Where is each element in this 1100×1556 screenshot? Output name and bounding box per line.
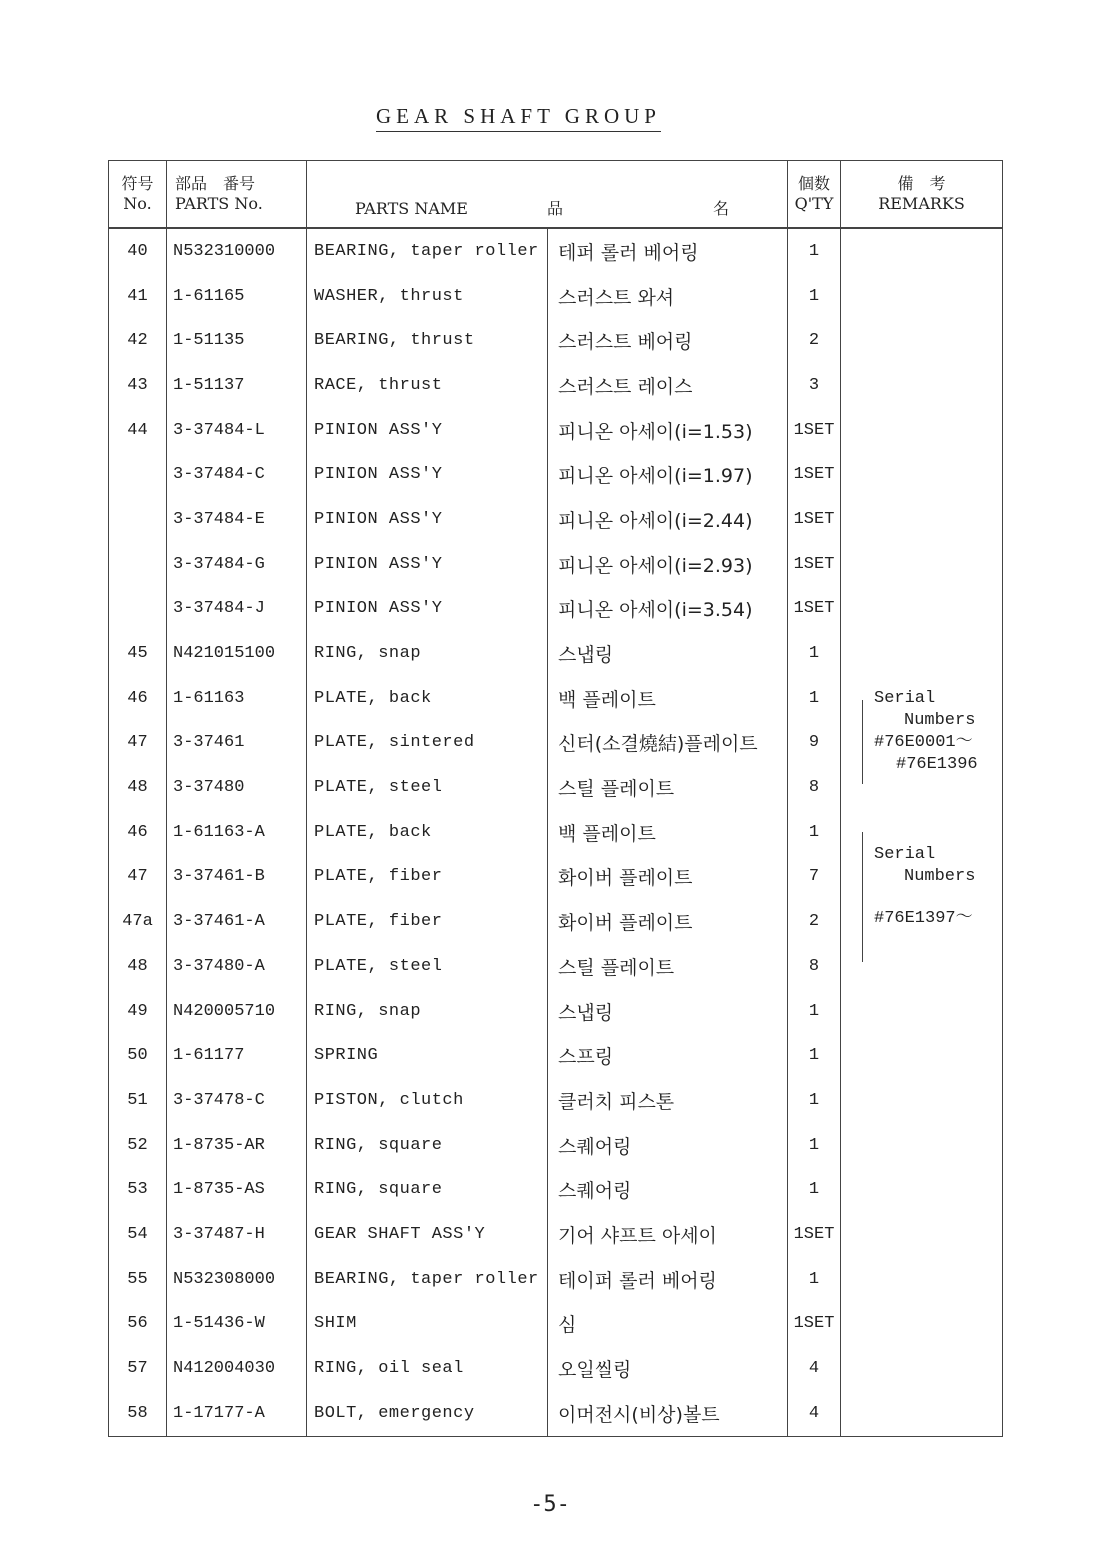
table-row: [109, 1257, 1003, 1302]
part-number: 1-8735-AS: [167, 1167, 307, 1212]
part-remarks: [841, 318, 1003, 363]
part-name-kr: 신터(소결燒結)플레이트: [548, 721, 788, 766]
part-qty: 1: [788, 1167, 841, 1212]
part-name-en: PINION ASS'Y: [307, 408, 548, 453]
part-name-en: BEARING, taper roller: [307, 1257, 548, 1302]
part-name-en: PLATE, back: [307, 810, 548, 855]
part-remarks: [841, 944, 1003, 989]
part-name-kr: 스퀘어링: [548, 1167, 788, 1212]
part-name-en: RING, square: [307, 1123, 548, 1168]
part-name-kr: 스러스트 와셔: [548, 274, 788, 319]
remarks-2-line-3: #76E1397～: [874, 909, 973, 928]
part-qty: 1: [788, 1078, 841, 1123]
part-ref-no: 41: [109, 274, 167, 319]
part-qty: 1: [788, 1257, 841, 1302]
part-name-kr: 백 플레이트: [548, 676, 788, 721]
table-row: [109, 318, 1003, 363]
table-row: [109, 944, 1003, 989]
part-name-kr: 피니온 아세이(i=3.54): [548, 587, 788, 632]
table-row: [109, 363, 1003, 408]
table-row: [109, 408, 1003, 453]
part-name-kr: 백 플레이트: [548, 810, 788, 855]
table-row: [109, 497, 1003, 542]
part-ref-no: 43: [109, 363, 167, 408]
part-number: 3-37484-E: [167, 497, 307, 542]
part-number: 3-37461-A: [167, 899, 307, 944]
header-parts-name: [307, 161, 788, 229]
part-qty: 1SET: [788, 542, 841, 587]
header-parts-no-jp: 部品 番号: [175, 174, 256, 193]
part-name-en: BEARING, thrust: [307, 318, 548, 363]
part-ref-no: 50: [109, 1033, 167, 1078]
part-name-en: WASHER, thrust: [307, 274, 548, 319]
part-remarks: [841, 274, 1003, 319]
part-name-kr: 클러치 피스톤: [548, 1078, 788, 1123]
header-parts-no: [167, 161, 307, 229]
part-qty: 1SET: [788, 408, 841, 453]
part-ref-no: 45: [109, 631, 167, 676]
part-number: 1-51436-W: [167, 1302, 307, 1347]
part-ref-no: 55: [109, 1257, 167, 1302]
part-name-en: RACE, thrust: [307, 363, 548, 408]
part-ref-no: 48: [109, 765, 167, 810]
part-qty: 1SET: [788, 1302, 841, 1347]
part-ref-no: [109, 587, 167, 632]
header-name-jp-2: 名: [713, 199, 730, 218]
part-name-kr: 스프링: [548, 1033, 788, 1078]
part-name-kr: 스러스트 레이스: [548, 363, 788, 408]
part-name-en: PLATE, fiber: [307, 855, 548, 900]
part-ref-no: 54: [109, 1212, 167, 1257]
table-row: [109, 1302, 1003, 1347]
table-row: [109, 1123, 1003, 1168]
part-number: 1-8735-AR: [167, 1123, 307, 1168]
header-no: [109, 161, 167, 229]
part-ref-no: [109, 452, 167, 497]
part-name-en: PLATE, steel: [307, 765, 548, 810]
table-row: [109, 676, 1003, 721]
part-name-kr: 스퀘어링: [548, 1123, 788, 1168]
part-remarks: [841, 1346, 1003, 1391]
part-name-kr: 오일씰링: [548, 1346, 788, 1391]
part-remarks: [841, 408, 1003, 453]
part-number: 1-61177: [167, 1033, 307, 1078]
part-ref-no: 53: [109, 1167, 167, 1212]
part-ref-no: 47: [109, 855, 167, 900]
part-name-en: PLATE, fiber: [307, 899, 548, 944]
parts-table: [108, 160, 1003, 1437]
part-number: 1-17177-A: [167, 1391, 307, 1436]
table-row: [109, 1212, 1003, 1257]
part-number: 3-37484-L: [167, 408, 307, 453]
part-name-en: PLATE, back: [307, 676, 548, 721]
remarks-bracket-2: [862, 832, 863, 962]
part-ref-no: 46: [109, 810, 167, 855]
part-name-kr: 피니온 아세이(i=1.53): [548, 408, 788, 453]
part-name-en: SPRING: [307, 1033, 548, 1078]
table-row: [109, 855, 1003, 900]
part-qty: 8: [788, 765, 841, 810]
remarks-2-line-1: Serial: [874, 845, 936, 864]
part-name-en: GEAR SHAFT ASS'Y: [307, 1212, 548, 1257]
table-row: [109, 452, 1003, 497]
part-remarks: [841, 1078, 1003, 1123]
part-qty: 9: [788, 721, 841, 766]
part-ref-no: 42: [109, 318, 167, 363]
part-name-kr: 테이퍼 롤러 베어링: [548, 1257, 788, 1302]
part-ref-no: 47: [109, 721, 167, 766]
part-qty: 1SET: [788, 497, 841, 542]
part-name-en: PINION ASS'Y: [307, 497, 548, 542]
part-name-en: RING, snap: [307, 631, 548, 676]
header-qty-jp: 個数: [798, 174, 831, 193]
part-name-kr: 피니온 아세이(i=2.93): [548, 542, 788, 587]
part-qty: 1SET: [788, 452, 841, 497]
header-parts-name-en: PARTS NAME: [355, 199, 468, 218]
part-qty: 1SET: [788, 587, 841, 632]
header-parts-no-en: PARTS No.: [175, 194, 263, 213]
remarks-2-line-2: Numbers: [904, 867, 976, 886]
part-remarks: [841, 1123, 1003, 1168]
part-qty: 1: [788, 1123, 841, 1168]
part-qty: 7: [788, 855, 841, 900]
part-number: 1-51137: [167, 363, 307, 408]
table-header-row: [109, 161, 1003, 229]
part-name-kr: 피니온 아세이(i=1.97): [548, 452, 788, 497]
part-ref-no: [109, 497, 167, 542]
header-remarks-en: REMARKS: [878, 194, 965, 213]
part-ref-no: 48: [109, 944, 167, 989]
part-remarks: [841, 542, 1003, 587]
remarks-group-2: [874, 844, 975, 930]
remarks-1-line-2: Numbers: [904, 711, 976, 730]
part-qty: 4: [788, 1346, 841, 1391]
part-name-kr: 이머전시(비상)볼트: [548, 1391, 788, 1436]
part-qty: 1: [788, 676, 841, 721]
part-qty: 1: [788, 1033, 841, 1078]
table-row: [109, 899, 1003, 944]
part-remarks: [841, 1167, 1003, 1212]
part-number: 3-37461: [167, 721, 307, 766]
part-remarks: [841, 228, 1003, 274]
part-name-en: RING, square: [307, 1167, 548, 1212]
part-ref-no: 47a: [109, 899, 167, 944]
part-ref-no: 44: [109, 408, 167, 453]
part-name-en: RING, snap: [307, 989, 548, 1034]
part-remarks: [841, 631, 1003, 676]
part-number: 3-37484-G: [167, 542, 307, 587]
part-qty: 1: [788, 989, 841, 1034]
part-ref-no: 56: [109, 1302, 167, 1347]
part-name-en: PINION ASS'Y: [307, 542, 548, 587]
part-number: 1-61163: [167, 676, 307, 721]
table-row: [109, 631, 1003, 676]
part-name-kr: 스틸 플레이트: [548, 765, 788, 810]
part-remarks: [841, 1033, 1003, 1078]
part-name-kr: 피니온 아세이(i=2.44): [548, 497, 788, 542]
part-name-kr: 기어 샤프트 아세이: [548, 1212, 788, 1257]
table-row: [109, 274, 1003, 319]
table-row: [109, 587, 1003, 632]
part-ref-no: 58: [109, 1391, 167, 1436]
part-number: 1-51135: [167, 318, 307, 363]
part-ref-no: 57: [109, 1346, 167, 1391]
part-remarks: [841, 587, 1003, 632]
part-number: N412004030: [167, 1346, 307, 1391]
part-name-kr: 스냅링: [548, 989, 788, 1034]
part-name-kr: 심: [548, 1302, 788, 1347]
header-name-jp-1: 品: [546, 199, 563, 218]
part-name-kr: 테퍼 롤러 베어링: [548, 228, 788, 274]
part-number: 3-37478-C: [167, 1078, 307, 1123]
part-number: 3-37484-J: [167, 587, 307, 632]
part-ref-no: 46: [109, 676, 167, 721]
part-qty: 1: [788, 228, 841, 274]
header-remarks-jp: 備 考: [897, 174, 946, 193]
part-number: N421015100: [167, 631, 307, 676]
table-row: [109, 810, 1003, 855]
part-qty: 8: [788, 944, 841, 989]
part-number: N532310000: [167, 228, 307, 274]
part-qty: 1: [788, 810, 841, 855]
part-remarks: [841, 497, 1003, 542]
part-ref-no: 51: [109, 1078, 167, 1123]
part-number: 1-61163-A: [167, 810, 307, 855]
part-number: 3-37480: [167, 765, 307, 810]
part-number: N420005710: [167, 989, 307, 1034]
page-number: -5-: [530, 1492, 570, 1517]
part-name-en: RING, oil seal: [307, 1346, 548, 1391]
table-row: [109, 1391, 1003, 1436]
part-ref-no: 40: [109, 228, 167, 274]
table-row: [109, 989, 1003, 1034]
part-name-kr: 화이버 플레이트: [548, 899, 788, 944]
part-remarks: [841, 1391, 1003, 1436]
remarks-group-1: [874, 688, 978, 776]
part-remarks: [841, 1212, 1003, 1257]
part-name-kr: 화이버 플레이트: [548, 855, 788, 900]
part-qty: 1SET: [788, 1212, 841, 1257]
part-number: 3-37480-A: [167, 944, 307, 989]
header-no-en: No.: [123, 194, 152, 213]
header-remarks: [841, 161, 1003, 229]
remarks-1-line-3: #76E0001～: [874, 733, 973, 752]
header-qty-en: Q'TY: [794, 194, 834, 213]
part-number: 1-61165: [167, 274, 307, 319]
table-row: [109, 1167, 1003, 1212]
part-name-en: PISTON, clutch: [307, 1078, 548, 1123]
part-ref-no: [109, 542, 167, 587]
page-title: GEAR SHAFT GROUP: [376, 104, 661, 132]
table-row: [109, 765, 1003, 810]
part-qty: 3: [788, 363, 841, 408]
part-remarks: [841, 363, 1003, 408]
part-number: 3-37484-C: [167, 452, 307, 497]
part-remarks: [841, 1302, 1003, 1347]
part-remarks: [841, 452, 1003, 497]
part-ref-no: 52: [109, 1123, 167, 1168]
part-remarks: [841, 1257, 1003, 1302]
table-row: [109, 721, 1003, 766]
header-no-jp: 符号: [121, 174, 154, 193]
part-qty: 4: [788, 1391, 841, 1436]
remarks-bracket-1: [862, 700, 863, 784]
remarks-1-line-1: Serial: [874, 689, 936, 708]
remarks-1-line-4: #76E1396: [896, 755, 978, 774]
part-name-en: PLATE, steel: [307, 944, 548, 989]
part-name-en: BEARING, taper roller: [307, 228, 548, 274]
part-name-kr: 스냅링: [548, 631, 788, 676]
part-remarks: [841, 989, 1003, 1034]
part-number: 3-37487-H: [167, 1212, 307, 1257]
header-qty: [788, 161, 841, 229]
part-name-en: PLATE, sintered: [307, 721, 548, 766]
part-name-kr: 스틸 플레이트: [548, 944, 788, 989]
part-ref-no: 49: [109, 989, 167, 1034]
part-name-en: BOLT, emergency: [307, 1391, 548, 1436]
part-number: N532308000: [167, 1257, 307, 1302]
table-row: [109, 1033, 1003, 1078]
part-qty: 1: [788, 274, 841, 319]
part-name-en: SHIM: [307, 1302, 548, 1347]
part-qty: 1: [788, 631, 841, 676]
table-row: [109, 228, 1003, 274]
part-qty: 2: [788, 899, 841, 944]
part-name-en: PINION ASS'Y: [307, 452, 548, 497]
part-number: 3-37461-B: [167, 855, 307, 900]
table-row: [109, 542, 1003, 587]
table-row: [109, 1078, 1003, 1123]
table-row: [109, 1346, 1003, 1391]
part-name-kr: 스러스트 베어링: [548, 318, 788, 363]
part-name-en: PINION ASS'Y: [307, 587, 548, 632]
part-qty: 2: [788, 318, 841, 363]
